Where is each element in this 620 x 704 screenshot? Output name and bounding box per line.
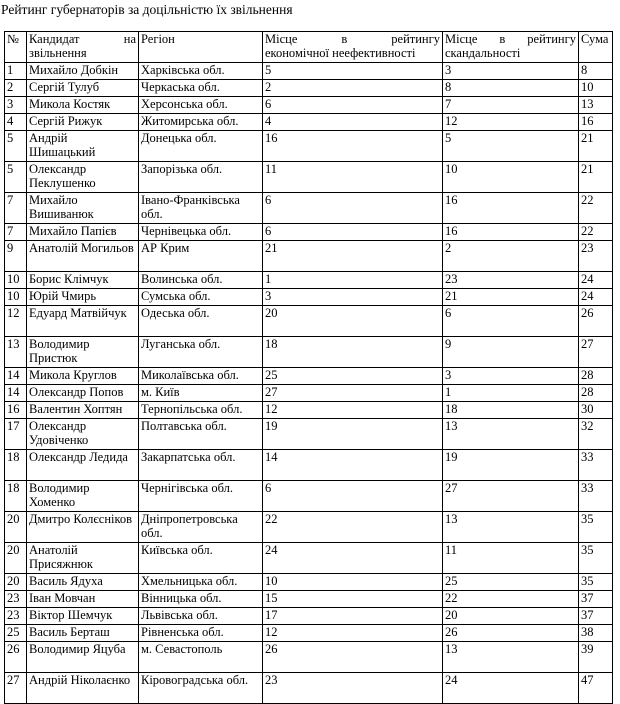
cell-name: Андрій Шишацький xyxy=(27,131,139,162)
cell-scandal: 19 xyxy=(443,450,579,481)
cell-name: Микола Костяк xyxy=(27,97,139,114)
cell-sum: 22 xyxy=(579,193,613,224)
table-row xyxy=(5,272,613,289)
cell-num: 17 xyxy=(5,419,27,450)
cell-region: Івано-Франківська обл. xyxy=(139,193,263,224)
cell-region: Полтавська обл. xyxy=(139,419,263,450)
table-row xyxy=(5,543,613,574)
cell-name: Михайло Папієв xyxy=(27,224,139,241)
cell-region: Чернівецька обл. xyxy=(139,224,263,241)
cell-scandal: 10 xyxy=(443,162,579,193)
cell-name: Валентин Хоптян xyxy=(27,402,139,419)
cell-region: Луганська обл. xyxy=(139,337,263,368)
cell-name: Сергій Тулуб xyxy=(27,80,139,97)
cell-name: Анатолій Могильов xyxy=(27,241,139,272)
table-row xyxy=(5,368,613,385)
cell-region: Львівська обл. xyxy=(139,608,263,625)
cell-name: Олександр Ледида xyxy=(27,450,139,481)
cell-econ: 20 xyxy=(263,306,443,337)
cell-region: Київська обл. xyxy=(139,543,263,574)
cell-num: 7 xyxy=(5,224,27,241)
cell-econ: 17 xyxy=(263,608,443,625)
cell-name: Іван Мовчан xyxy=(27,591,139,608)
cell-scandal: 3 xyxy=(443,63,579,80)
cell-sum: 21 xyxy=(579,131,613,162)
header-region: Регіон xyxy=(139,32,263,63)
table-row xyxy=(5,450,613,481)
cell-econ: 5 xyxy=(263,63,443,80)
cell-name: Віктор Шемчук xyxy=(27,608,139,625)
cell-sum: 8 xyxy=(579,63,613,80)
cell-sum: 27 xyxy=(579,337,613,368)
cell-region: Кіровоградська обл. xyxy=(139,673,263,704)
cell-name: Олександр Удовіченко xyxy=(27,419,139,450)
cell-num: 7 xyxy=(5,193,27,224)
table-row xyxy=(5,481,613,512)
cell-region: Вінницька обл. xyxy=(139,591,263,608)
cell-region: Дніпропетровська обл. xyxy=(139,512,263,543)
cell-num: 14 xyxy=(5,368,27,385)
cell-num: 27 xyxy=(5,673,27,704)
cell-sum: 37 xyxy=(579,608,613,625)
header-sum: Сума xyxy=(579,32,613,63)
cell-econ: 6 xyxy=(263,97,443,114)
table-row xyxy=(5,306,613,337)
cell-sum: 30 xyxy=(579,402,613,419)
cell-econ: 12 xyxy=(263,402,443,419)
cell-region: Миколаївська обл. xyxy=(139,368,263,385)
cell-scandal: 21 xyxy=(443,289,579,306)
table-row xyxy=(5,193,613,224)
table-header-row xyxy=(5,32,613,63)
cell-region: Харківська обл. xyxy=(139,63,263,80)
cell-scandal: 12 xyxy=(443,114,579,131)
cell-num: 18 xyxy=(5,481,27,512)
cell-region: Закарпатська обл. xyxy=(139,450,263,481)
cell-econ: 19 xyxy=(263,419,443,450)
cell-scandal: 18 xyxy=(443,402,579,419)
cell-econ: 25 xyxy=(263,368,443,385)
cell-scandal: 9 xyxy=(443,337,579,368)
cell-scandal: 13 xyxy=(443,642,579,673)
cell-scandal: 6 xyxy=(443,306,579,337)
cell-num: 1 xyxy=(5,63,27,80)
cell-name: Дмитро Колєсніков xyxy=(27,512,139,543)
cell-econ: 4 xyxy=(263,114,443,131)
cell-num: 13 xyxy=(5,337,27,368)
cell-num: 5 xyxy=(5,162,27,193)
header-num: № xyxy=(5,32,27,63)
cell-region: Черкаська обл. xyxy=(139,80,263,97)
cell-econ: 6 xyxy=(263,193,443,224)
cell-scandal: 5 xyxy=(443,131,579,162)
cell-name: Микола Круглов xyxy=(27,368,139,385)
table-row xyxy=(5,419,613,450)
table-row xyxy=(5,241,613,272)
cell-sum: 39 xyxy=(579,642,613,673)
cell-sum: 24 xyxy=(579,272,613,289)
cell-region: Тернопільська обл. xyxy=(139,402,263,419)
cell-scandal: 13 xyxy=(443,512,579,543)
cell-econ: 2 xyxy=(263,80,443,97)
table-row xyxy=(5,97,613,114)
cell-region: Рівненська обл. xyxy=(139,625,263,642)
cell-num: 2 xyxy=(5,80,27,97)
cell-econ: 11 xyxy=(263,162,443,193)
table-row xyxy=(5,385,613,402)
cell-sum: 37 xyxy=(579,591,613,608)
table-row xyxy=(5,608,613,625)
cell-scandal: 11 xyxy=(443,543,579,574)
cell-scandal: 13 xyxy=(443,419,579,450)
cell-num: 9 xyxy=(5,241,27,272)
cell-econ: 14 xyxy=(263,450,443,481)
cell-num: 14 xyxy=(5,385,27,402)
cell-num: 3 xyxy=(5,97,27,114)
header-econ: Місце в рейтингу економічної неефективності xyxy=(263,32,443,63)
cell-sum: 33 xyxy=(579,450,613,481)
table-row xyxy=(5,224,613,241)
cell-sum: 33 xyxy=(579,481,613,512)
cell-name: Олександр Попов xyxy=(27,385,139,402)
cell-num: 23 xyxy=(5,608,27,625)
cell-name: Василь Берташ xyxy=(27,625,139,642)
cell-sum: 35 xyxy=(579,574,613,591)
cell-sum: 24 xyxy=(579,289,613,306)
cell-econ: 16 xyxy=(263,131,443,162)
cell-econ: 3 xyxy=(263,289,443,306)
cell-scandal: 2 xyxy=(443,241,579,272)
table-row xyxy=(5,591,613,608)
page-title: Рейтинг губернаторів за доцільністю їх звільнення xyxy=(1,2,293,17)
cell-num: 23 xyxy=(5,591,27,608)
cell-region: м. Київ xyxy=(139,385,263,402)
cell-scandal: 16 xyxy=(443,193,579,224)
cell-econ: 27 xyxy=(263,385,443,402)
cell-region: Житомирська обл. xyxy=(139,114,263,131)
cell-name: Анатолій Присяжнюк xyxy=(27,543,139,574)
cell-region: Волинська обл. xyxy=(139,272,263,289)
cell-sum: 35 xyxy=(579,543,613,574)
cell-scandal: 16 xyxy=(443,224,579,241)
table-row xyxy=(5,289,613,306)
cell-econ: 6 xyxy=(263,481,443,512)
table-row xyxy=(5,63,613,80)
cell-econ: 1 xyxy=(263,272,443,289)
cell-num: 26 xyxy=(5,642,27,673)
table-row xyxy=(5,114,613,131)
cell-region: Донецька обл. xyxy=(139,131,263,162)
cell-name: Володимир Пристюк xyxy=(27,337,139,368)
table-row xyxy=(5,131,613,162)
cell-name: Андрій Ніколаєнко xyxy=(27,673,139,704)
cell-region: АР Крим xyxy=(139,241,263,272)
cell-sum: 22 xyxy=(579,224,613,241)
cell-num: 12 xyxy=(5,306,27,337)
cell-name: Олександр Пеклушенко xyxy=(27,162,139,193)
cell-sum: 28 xyxy=(579,368,613,385)
table-row xyxy=(5,512,613,543)
cell-region: Сумська обл. xyxy=(139,289,263,306)
table-row xyxy=(5,162,613,193)
cell-num: 18 xyxy=(5,450,27,481)
table-row xyxy=(5,337,613,368)
cell-econ: 18 xyxy=(263,337,443,368)
cell-scandal: 22 xyxy=(443,591,579,608)
rating-table xyxy=(4,31,613,704)
cell-sum: 32 xyxy=(579,419,613,450)
table-row xyxy=(5,574,613,591)
table-row xyxy=(5,402,613,419)
table-row xyxy=(5,625,613,642)
cell-name: Михайло Добкін xyxy=(27,63,139,80)
cell-num: 5 xyxy=(5,131,27,162)
cell-econ: 21 xyxy=(263,241,443,272)
header-scandal: Місце в рейтингу скандальності xyxy=(443,32,579,63)
cell-sum: 23 xyxy=(579,241,613,272)
cell-sum: 28 xyxy=(579,385,613,402)
cell-econ: 22 xyxy=(263,512,443,543)
cell-name: Володимир Хоменко xyxy=(27,481,139,512)
cell-econ: 23 xyxy=(263,673,443,704)
cell-name: Едуард Матвійчук xyxy=(27,306,139,337)
cell-scandal: 27 xyxy=(443,481,579,512)
cell-num: 16 xyxy=(5,402,27,419)
cell-scandal: 1 xyxy=(443,385,579,402)
header-candidate: Кандидат на звільнення xyxy=(27,32,139,63)
cell-num: 10 xyxy=(5,289,27,306)
cell-sum: 47 xyxy=(579,673,613,704)
cell-name: Юрій Чмирь xyxy=(27,289,139,306)
table-row xyxy=(5,80,613,97)
cell-sum: 13 xyxy=(579,97,613,114)
cell-econ: 10 xyxy=(263,574,443,591)
cell-sum: 10 xyxy=(579,80,613,97)
cell-scandal: 8 xyxy=(443,80,579,97)
cell-sum: 21 xyxy=(579,162,613,193)
cell-num: 20 xyxy=(5,543,27,574)
cell-scandal: 23 xyxy=(443,272,579,289)
cell-num: 4 xyxy=(5,114,27,131)
cell-econ: 26 xyxy=(263,642,443,673)
cell-econ: 15 xyxy=(263,591,443,608)
cell-scandal: 7 xyxy=(443,97,579,114)
cell-sum: 35 xyxy=(579,512,613,543)
cell-num: 20 xyxy=(5,512,27,543)
cell-name: Василь Ядуха xyxy=(27,574,139,591)
cell-sum: 16 xyxy=(579,114,613,131)
cell-num: 10 xyxy=(5,272,27,289)
cell-region: Запорізька обл. xyxy=(139,162,263,193)
cell-scandal: 26 xyxy=(443,625,579,642)
cell-name: Сергій Рижук xyxy=(27,114,139,131)
cell-econ: 24 xyxy=(263,543,443,574)
cell-econ: 6 xyxy=(263,224,443,241)
cell-name: Борис Клімчук xyxy=(27,272,139,289)
cell-sum: 26 xyxy=(579,306,613,337)
table-row xyxy=(5,642,613,673)
cell-region: Хмельницька обл. xyxy=(139,574,263,591)
cell-region: Чернігівська обл. xyxy=(139,481,263,512)
cell-region: Херсонська обл. xyxy=(139,97,263,114)
cell-num: 20 xyxy=(5,574,27,591)
cell-scandal: 25 xyxy=(443,574,579,591)
cell-region: м. Севастополь xyxy=(139,642,263,673)
cell-name: Михайло Вишиванюк xyxy=(27,193,139,224)
cell-scandal: 24 xyxy=(443,673,579,704)
cell-econ: 12 xyxy=(263,625,443,642)
table-row xyxy=(5,673,613,704)
cell-scandal: 3 xyxy=(443,368,579,385)
cell-num: 25 xyxy=(5,625,27,642)
cell-scandal: 20 xyxy=(443,608,579,625)
cell-name: Володимир Яцуба xyxy=(27,642,139,673)
cell-region: Одеська обл. xyxy=(139,306,263,337)
cell-sum: 38 xyxy=(579,625,613,642)
